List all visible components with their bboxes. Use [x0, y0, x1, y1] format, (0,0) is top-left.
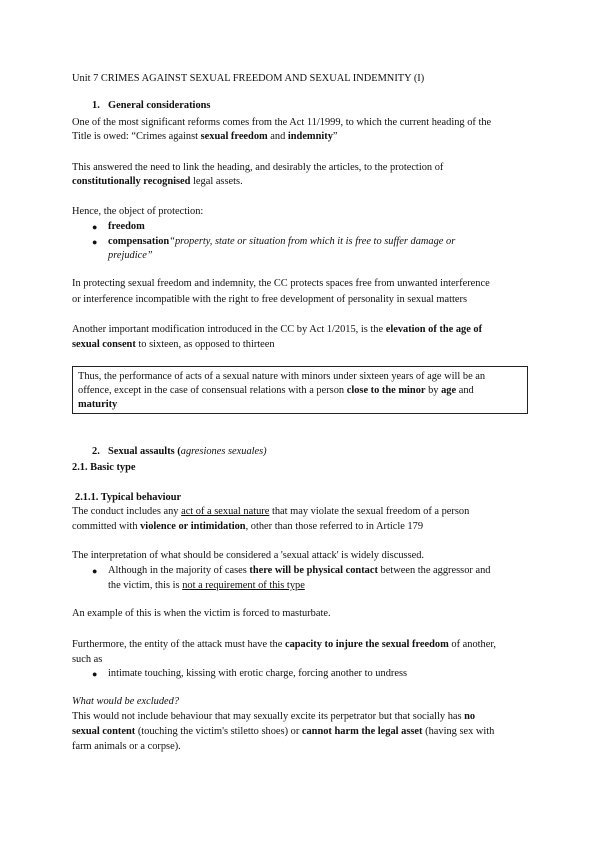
s2-question: What would be excluded? — [72, 696, 180, 707]
subsection-2-1-1: 2.1.1. Typical behaviour — [75, 492, 182, 503]
s2-paragraph-1-line-1: The conduct includes any act of a sexual nature that may violate the sexual freedom of a person — [72, 506, 470, 517]
bullet-icon: ● — [92, 237, 98, 247]
section-1-number: 1. — [92, 100, 100, 111]
s1-paragraph-1-line-1: One of the most significant reforms comes from the Act 11/1999, to which the current heading of the — [72, 117, 492, 128]
bullet-freedom: freedom — [108, 221, 145, 232]
box-line-3: maturity — [78, 399, 118, 410]
s2-paragraph-5-line-1: This would not include behaviour that may sexually excite its perpetrator but that socially has no — [72, 711, 476, 722]
s1-paragraph-2-line-2: constitutionally recognised legal assets. — [72, 176, 243, 187]
bullet-icon: ● — [92, 566, 98, 576]
document-title: Unit 7 CRIMES AGAINST SEXUAL FREEDOM AND SEXUAL INDEMNITY (I) — [72, 73, 425, 84]
s1-paragraph-4-line-1: In protecting sexual freedom and indemnity, the CC protects spaces free from unwanted interference — [72, 278, 490, 289]
s2-paragraph-2: The interpretation of what should be considered a 'sexual attack' is widely discussed. — [72, 550, 425, 561]
s2-bullet-1-line-1: Although in the majority of cases there will be physical contact between the aggressor and — [108, 565, 491, 576]
s2-paragraph-4-line-1: Furthermore, the entity of the attack must have the capacity to injure the sexual freedom of another, — [72, 639, 496, 650]
bullet-icon: ● — [92, 669, 98, 679]
box-line-1: Thus, the performance of acts of a sexual nature with minors under sixteen years of age will be an — [78, 371, 486, 382]
bullet-compensation-line-2: prejudice” — [108, 250, 153, 261]
bullet-compensation-line-1: compensation“property, state or situation from which it is free to suffer damage or — [108, 236, 456, 247]
s1-paragraph-5-line-1: Another important modification introduced in the CC by Act 1/2015, is the elevation of the age of — [72, 324, 483, 335]
s2-bullet-2: intimate touching, kissing with erotic charge, forcing another to undress — [108, 668, 408, 679]
section-2-heading: Sexual assaults (agresiones sexuales) — [108, 446, 267, 457]
s1-paragraph-5-line-2: sexual consent to sixteen, as opposed to thirteen — [72, 339, 275, 350]
box-line-2: offence, except in the case of consensual relations with a person close to the minor by age and — [78, 385, 474, 396]
s2-paragraph-4-line-2: such as — [72, 654, 103, 665]
subsection-2-1: 2.1. Basic type — [72, 462, 136, 473]
s2-paragraph-3: An example of this is when the victim is forced to masturbate. — [72, 608, 331, 619]
s2-paragraph-1-line-2: committed with violence or intimidation, other than those referred to in Article 179 — [72, 521, 424, 532]
s2-paragraph-5-line-2: sexual content (touching the victim's stiletto shoes) or cannot harm the legal asset (having sex with — [72, 726, 495, 737]
section-1-heading: General considerations — [108, 100, 211, 111]
s1-paragraph-3: Hence, the object of protection: — [72, 206, 204, 217]
bullet-icon: ● — [92, 222, 98, 232]
s1-paragraph-1-line-2: Title is owed: “Crimes against sexual freedom and indemnity” — [72, 131, 338, 142]
section-2-number: 2. — [92, 446, 100, 457]
s1-paragraph-4-line-2: or interference incompatible with the right to free development of personality in sexual matters — [72, 294, 467, 305]
s2-paragraph-5-line-3: farm animals or a corpse). — [72, 741, 181, 752]
s1-paragraph-2-line-1: This answered the need to link the heading, and desirably the articles, to the protection of — [72, 162, 444, 173]
s2-bullet-1-line-2: the victim, this is not a requirement of this type — [108, 580, 305, 591]
